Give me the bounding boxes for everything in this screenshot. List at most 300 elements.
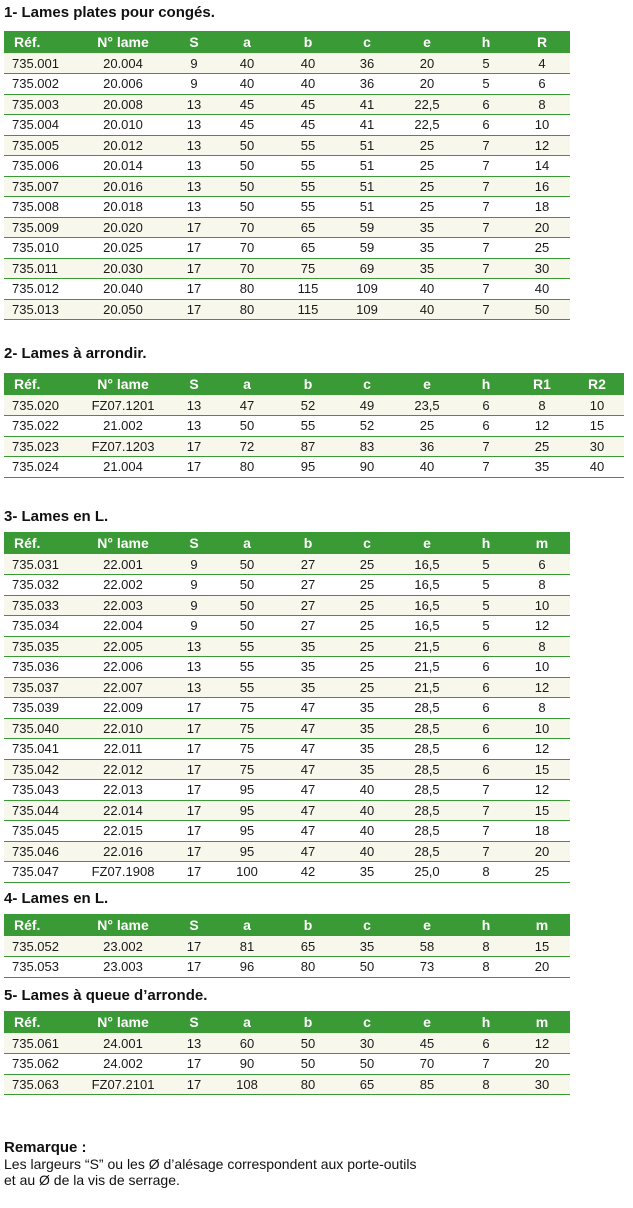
table-cell: 22.013 xyxy=(74,780,172,801)
table-cell: 70 xyxy=(216,258,278,279)
column-header: b xyxy=(278,914,338,936)
table-cell: 12 xyxy=(514,1033,570,1054)
table-cell: 22.010 xyxy=(74,718,172,739)
table-cell: 75 xyxy=(278,258,338,279)
table-cell: 21,5 xyxy=(396,677,458,698)
table-cell: 50 xyxy=(216,197,278,218)
table-cell: 13 xyxy=(172,416,216,437)
table-cell: 55 xyxy=(278,135,338,156)
table-cell: 22.007 xyxy=(74,677,172,698)
table-cell: 81 xyxy=(216,936,278,957)
table-cell: 28,5 xyxy=(396,841,458,862)
table-cell: 25 xyxy=(514,436,570,457)
table-row xyxy=(4,436,624,457)
table-cell: 6 xyxy=(458,1033,514,1054)
table-row xyxy=(4,575,570,596)
table-cell: 50 xyxy=(216,176,278,197)
table-cell: 735.062 xyxy=(4,1054,74,1075)
table-cell: 30 xyxy=(514,1074,570,1095)
table-cell: 73 xyxy=(396,957,458,978)
table-cell: 16,5 xyxy=(396,616,458,637)
table-cell: 4 xyxy=(514,53,570,74)
table-cell: 735.012 xyxy=(4,279,74,300)
table-cell: 735.034 xyxy=(4,616,74,637)
table-cell: 50 xyxy=(278,1033,338,1054)
table-lames-arrondir xyxy=(4,373,624,478)
table-cell: 87 xyxy=(278,436,338,457)
table-cell: 35 xyxy=(396,238,458,259)
table-cell: 20.010 xyxy=(74,115,172,136)
table-cell: 7 xyxy=(458,821,514,842)
table-row xyxy=(4,657,570,678)
table-cell: 735.063 xyxy=(4,1074,74,1095)
table-cell: 15 xyxy=(514,800,570,821)
column-header: a xyxy=(216,914,278,936)
table-cell: 23,5 xyxy=(396,395,458,416)
table-cell: 47 xyxy=(278,718,338,739)
column-header: h xyxy=(458,373,514,395)
table-row xyxy=(4,94,570,115)
table-cell: 22.015 xyxy=(74,821,172,842)
table-cell: 50 xyxy=(338,957,396,978)
table-cell: 23.002 xyxy=(74,936,172,957)
column-header: e xyxy=(396,1011,458,1033)
table-cell: 735.032 xyxy=(4,575,74,596)
table-cell: 28,5 xyxy=(396,739,458,760)
column-header: m xyxy=(514,1011,570,1033)
table-cell: 25 xyxy=(338,677,396,698)
table-cell: 25 xyxy=(338,595,396,616)
table-row xyxy=(4,595,570,616)
table-cell: 9 xyxy=(172,595,216,616)
table-cell: 35 xyxy=(338,739,396,760)
table-cell: 6 xyxy=(458,657,514,678)
table-cell: 7 xyxy=(458,841,514,862)
table-cell: 108 xyxy=(216,1074,278,1095)
table-cell: 17 xyxy=(172,841,216,862)
table-cell: 735.008 xyxy=(4,197,74,218)
table-row xyxy=(4,1074,570,1095)
table-cell: 80 xyxy=(216,279,278,300)
table-cell: 75 xyxy=(216,739,278,760)
table-cell: 13 xyxy=(172,115,216,136)
table-cell: 50 xyxy=(278,1054,338,1075)
table-cell: 25 xyxy=(396,197,458,218)
table-cell: 9 xyxy=(172,53,216,74)
table-row xyxy=(4,176,570,197)
table-cell: 17 xyxy=(172,1054,216,1075)
table-cell: 6 xyxy=(458,636,514,657)
table-cell: 22.012 xyxy=(74,759,172,780)
column-header: h xyxy=(458,914,514,936)
table-cell: 735.011 xyxy=(4,258,74,279)
table-cell: 6 xyxy=(514,74,570,95)
table-cell: 735.042 xyxy=(4,759,74,780)
table-row xyxy=(4,217,570,238)
table-cell: 735.040 xyxy=(4,718,74,739)
table-cell: 45 xyxy=(396,1033,458,1054)
table-cell: 60 xyxy=(216,1033,278,1054)
table-cell: 95 xyxy=(216,821,278,842)
column-header: Réf. xyxy=(4,31,74,53)
table-cell: 7 xyxy=(458,238,514,259)
table-cell: 735.047 xyxy=(4,862,74,883)
table-row xyxy=(4,780,570,801)
table-cell: 8 xyxy=(514,575,570,596)
table-cell: 20.018 xyxy=(74,197,172,218)
column-header: N° lame xyxy=(74,1011,172,1033)
table-cell: 28,5 xyxy=(396,698,458,719)
table-lames-queue-arronde xyxy=(4,1011,570,1095)
table-cell: 35 xyxy=(338,759,396,780)
table-cell: 65 xyxy=(338,1074,396,1095)
section-title-4: 4- Lames en L. xyxy=(4,890,109,907)
table-cell: 6 xyxy=(458,739,514,760)
table-cell: 28,5 xyxy=(396,800,458,821)
column-header: c xyxy=(338,31,396,53)
table-cell: 20 xyxy=(396,53,458,74)
table-cell: 65 xyxy=(278,217,338,238)
table-cell: 50 xyxy=(216,416,278,437)
table-cell: 40 xyxy=(278,74,338,95)
table-cell: 59 xyxy=(338,217,396,238)
table-cell: 735.010 xyxy=(4,238,74,259)
table-cell: 55 xyxy=(278,416,338,437)
column-header: b xyxy=(278,31,338,53)
table-cell: 17 xyxy=(172,780,216,801)
remark-line-2: et au Ø de la vis de serrage. xyxy=(4,1172,180,1188)
table-cell: 20.050 xyxy=(74,299,172,320)
table-row xyxy=(4,554,570,575)
table-cell: 80 xyxy=(216,457,278,478)
table-cell: 65 xyxy=(278,936,338,957)
table-cell: 10 xyxy=(514,718,570,739)
table-cell: 6 xyxy=(458,718,514,739)
table-cell: 35 xyxy=(396,217,458,238)
table-cell: 735.023 xyxy=(4,436,74,457)
table-cell: 21,5 xyxy=(396,636,458,657)
table-cell: 40 xyxy=(338,800,396,821)
table-cell: 7 xyxy=(458,800,514,821)
table-cell: 9 xyxy=(172,74,216,95)
table-cell: 735.033 xyxy=(4,595,74,616)
table-row xyxy=(4,862,570,883)
column-header: a xyxy=(216,31,278,53)
remark-note xyxy=(4,1140,416,1188)
table-cell: 13 xyxy=(172,176,216,197)
table-cell: 20 xyxy=(396,74,458,95)
table-row xyxy=(4,457,624,478)
table-cell: 25 xyxy=(338,616,396,637)
table-cell: 20 xyxy=(514,957,570,978)
table-cell: 20.006 xyxy=(74,74,172,95)
table-row xyxy=(4,115,570,136)
column-header: e xyxy=(396,373,458,395)
table-cell: 51 xyxy=(338,135,396,156)
table-cell: 7 xyxy=(458,780,514,801)
table-cell: 50 xyxy=(514,299,570,320)
table-cell: FZ07.1908 xyxy=(74,862,172,883)
table-cell: 20 xyxy=(514,841,570,862)
table-cell: 735.013 xyxy=(4,299,74,320)
table-cell: 69 xyxy=(338,258,396,279)
table-cell: 80 xyxy=(278,957,338,978)
table-cell: 22,5 xyxy=(396,94,458,115)
table-cell: 109 xyxy=(338,299,396,320)
table-cell: 27 xyxy=(278,595,338,616)
table-cell: 25 xyxy=(338,575,396,596)
table-cell: 50 xyxy=(216,554,278,575)
table-cell: 6 xyxy=(458,395,514,416)
table-cell: 90 xyxy=(216,1054,278,1075)
table-cell: 20.016 xyxy=(74,176,172,197)
table-cell: 7 xyxy=(458,176,514,197)
table-cell: 30 xyxy=(338,1033,396,1054)
table-cell: 13 xyxy=(172,135,216,156)
table-cell: 735.022 xyxy=(4,416,74,437)
table-cell: 5 xyxy=(458,595,514,616)
table-cell: 51 xyxy=(338,197,396,218)
table-cell: 50 xyxy=(216,595,278,616)
table-cell: 80 xyxy=(216,299,278,320)
table-lames-en-l-2 xyxy=(4,914,570,978)
table-cell: 5 xyxy=(458,53,514,74)
table-cell: 735.041 xyxy=(4,739,74,760)
column-header: R1 xyxy=(514,373,570,395)
table-cell: 13 xyxy=(172,1033,216,1054)
table-cell: 8 xyxy=(514,94,570,115)
table-cell: 47 xyxy=(278,739,338,760)
table-cell: 12 xyxy=(514,135,570,156)
table-cell: 25 xyxy=(396,156,458,177)
table-cell: 22,5 xyxy=(396,115,458,136)
table-cell: 5 xyxy=(458,554,514,575)
table-cell: 12 xyxy=(514,780,570,801)
table-cell: 17 xyxy=(172,800,216,821)
table-row xyxy=(4,739,570,760)
table-cell: 83 xyxy=(338,436,396,457)
table-cell: 50 xyxy=(338,1054,396,1075)
table-cell: 25 xyxy=(396,176,458,197)
table-cell: 15 xyxy=(514,936,570,957)
table-cell: 16,5 xyxy=(396,595,458,616)
table-cell: 36 xyxy=(338,53,396,74)
table-cell: 8 xyxy=(514,395,570,416)
table-cell: 47 xyxy=(278,800,338,821)
table-cell: 22.001 xyxy=(74,554,172,575)
table-cell: 17 xyxy=(172,279,216,300)
table-cell: 20 xyxy=(514,217,570,238)
table-cell: 96 xyxy=(216,957,278,978)
table-cell: 27 xyxy=(278,554,338,575)
table-cell: 17 xyxy=(172,718,216,739)
table-cell: 40 xyxy=(570,457,624,478)
table-row xyxy=(4,677,570,698)
table-cell: FZ07.1201 xyxy=(74,395,172,416)
table-cell: 55 xyxy=(278,176,338,197)
table-cell: 6 xyxy=(458,698,514,719)
table-cell: 10 xyxy=(514,657,570,678)
table-cell: 30 xyxy=(514,258,570,279)
table-row xyxy=(4,800,570,821)
table-row xyxy=(4,74,570,95)
table-cell: 8 xyxy=(458,862,514,883)
table-cell: 735.009 xyxy=(4,217,74,238)
table-cell: 6 xyxy=(458,677,514,698)
table-cell: 55 xyxy=(216,657,278,678)
table-cell: 24.001 xyxy=(74,1033,172,1054)
table-cell: 36 xyxy=(396,436,458,457)
column-header: b xyxy=(278,373,338,395)
table-cell: 735.005 xyxy=(4,135,74,156)
table-cell: FZ07.2101 xyxy=(74,1074,172,1095)
table-cell: 55 xyxy=(278,197,338,218)
table-cell: 17 xyxy=(172,698,216,719)
table-row xyxy=(4,156,570,177)
table-cell: 7 xyxy=(458,279,514,300)
table-cell: 8 xyxy=(458,936,514,957)
table-cell: 95 xyxy=(216,780,278,801)
table-cell: 735.002 xyxy=(4,74,74,95)
table-cell: 28,5 xyxy=(396,718,458,739)
table-cell: 16,5 xyxy=(396,554,458,575)
table-cell: 13 xyxy=(172,395,216,416)
table-cell: 45 xyxy=(278,94,338,115)
table-cell: 6 xyxy=(458,94,514,115)
table-cell: 735.044 xyxy=(4,800,74,821)
table-cell: 13 xyxy=(172,636,216,657)
table-cell: 7 xyxy=(458,299,514,320)
table-cell: 13 xyxy=(172,94,216,115)
table-cell: 50 xyxy=(216,135,278,156)
table-cell: 9 xyxy=(172,616,216,637)
table-cell: 10 xyxy=(570,395,624,416)
table-cell: 35 xyxy=(278,636,338,657)
table-cell: 25 xyxy=(514,862,570,883)
table-cell: 72 xyxy=(216,436,278,457)
table-cell: 735.061 xyxy=(4,1033,74,1054)
table-cell: 6 xyxy=(458,759,514,780)
table-cell: 35 xyxy=(396,258,458,279)
table-cell: 7 xyxy=(458,1054,514,1075)
table-cell: 6 xyxy=(458,416,514,437)
table-cell: 14 xyxy=(514,156,570,177)
remark-title: Remarque : xyxy=(4,1139,87,1156)
table-cell: 735.001 xyxy=(4,53,74,74)
table-cell: 80 xyxy=(278,1074,338,1095)
table-cell: 7 xyxy=(458,217,514,238)
table-header-row xyxy=(4,914,570,936)
table-cell: 20 xyxy=(514,1054,570,1075)
table-cell: 25 xyxy=(396,416,458,437)
column-header: R2 xyxy=(570,373,624,395)
column-header: h xyxy=(458,31,514,53)
table-cell: 35 xyxy=(338,936,396,957)
table-lames-en-l xyxy=(4,532,570,883)
table-cell: 28,5 xyxy=(396,759,458,780)
table-cell: 40 xyxy=(216,74,278,95)
table-cell: 17 xyxy=(172,457,216,478)
table-cell: 22.005 xyxy=(74,636,172,657)
table-cell: 20.025 xyxy=(74,238,172,259)
table-cell: 22.003 xyxy=(74,595,172,616)
table-cell: 12 xyxy=(514,416,570,437)
table-cell: 9 xyxy=(172,554,216,575)
column-header: N° lame xyxy=(74,914,172,936)
table-cell: 45 xyxy=(278,115,338,136)
table-cell: 22.006 xyxy=(74,657,172,678)
table-cell: 735.036 xyxy=(4,657,74,678)
table-cell: 735.031 xyxy=(4,554,74,575)
table-cell: 70 xyxy=(396,1054,458,1075)
table-cell: 12 xyxy=(514,677,570,698)
table-cell: 45 xyxy=(216,115,278,136)
table-cell: 40 xyxy=(338,780,396,801)
table-cell: 17 xyxy=(172,739,216,760)
table-cell: 735.035 xyxy=(4,636,74,657)
column-header: N° lame xyxy=(74,373,172,395)
table-row xyxy=(4,258,570,279)
table-cell: 24.002 xyxy=(74,1054,172,1075)
column-header: R xyxy=(514,31,570,53)
table-cell: 8 xyxy=(514,698,570,719)
table-cell: FZ07.1203 xyxy=(74,436,172,457)
table-cell: 9 xyxy=(172,575,216,596)
column-header: b xyxy=(278,1011,338,1033)
table-cell: 30 xyxy=(570,436,624,457)
table-cell: 55 xyxy=(216,677,278,698)
table-cell: 735.053 xyxy=(4,957,74,978)
column-header: c xyxy=(338,1011,396,1033)
section-title-3: 3- Lames en L. xyxy=(4,508,109,525)
table-cell: 25,0 xyxy=(396,862,458,883)
table-cell: 35 xyxy=(338,862,396,883)
table-cell: 735.043 xyxy=(4,780,74,801)
table-cell: 28,5 xyxy=(396,821,458,842)
table-cell: 109 xyxy=(338,279,396,300)
table-cell: 75 xyxy=(216,698,278,719)
column-header: N° lame xyxy=(74,31,172,53)
table-cell: 22.014 xyxy=(74,800,172,821)
table-cell: 18 xyxy=(514,821,570,842)
table-cell: 36 xyxy=(338,74,396,95)
table-cell: 20.012 xyxy=(74,135,172,156)
table-row xyxy=(4,718,570,739)
table-cell: 7 xyxy=(458,135,514,156)
table-header-row xyxy=(4,373,624,395)
table-row xyxy=(4,197,570,218)
table-row xyxy=(4,53,570,74)
table-cell: 40 xyxy=(396,279,458,300)
column-header: m xyxy=(514,532,570,554)
table-cell: 75 xyxy=(216,759,278,780)
column-header: S xyxy=(172,31,216,53)
table-cell: 8 xyxy=(458,1074,514,1095)
column-header: N° lame xyxy=(74,532,172,554)
table-cell: 35 xyxy=(338,718,396,739)
table-cell: 17 xyxy=(172,258,216,279)
table-cell: 40 xyxy=(278,53,338,74)
table-header-row xyxy=(4,1011,570,1033)
table-cell: 40 xyxy=(216,53,278,74)
table-cell: 22.004 xyxy=(74,616,172,637)
table-cell: 13 xyxy=(172,197,216,218)
table-row xyxy=(4,636,570,657)
table-row xyxy=(4,957,570,978)
column-header: c xyxy=(338,914,396,936)
table-cell: 47 xyxy=(278,698,338,719)
table-cell: 17 xyxy=(172,299,216,320)
